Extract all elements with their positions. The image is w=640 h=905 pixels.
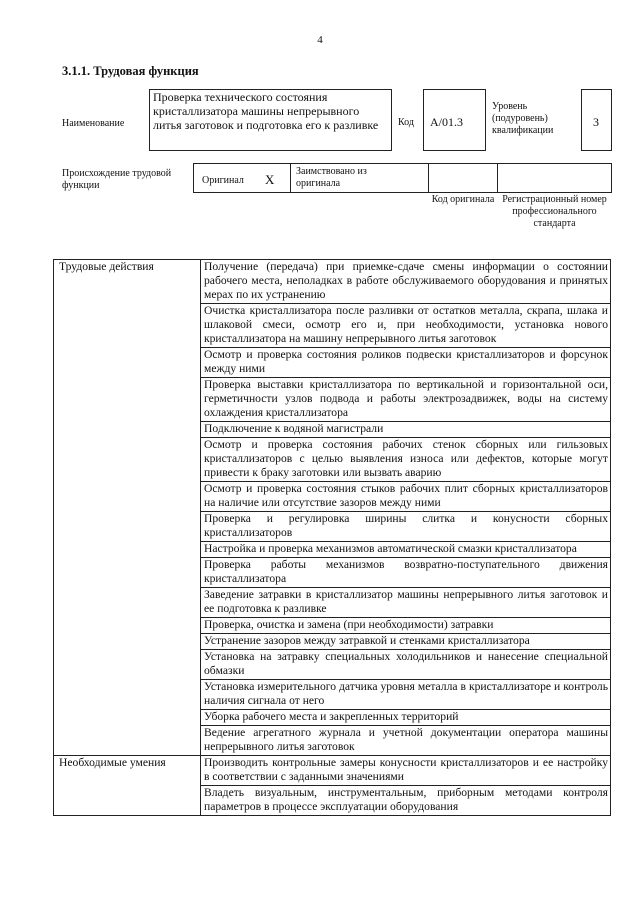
labor-actions-label-cell — [54, 378, 201, 422]
labor-actions-item: Проверка выставки кристаллизатора по вертикальной и горизонтальной оси, герметичности узлов подвода и работы электрозадвижек, воды на систему охлаждения кристаллизатора — [201, 378, 611, 422]
labor-actions-item: Получение (передача) при приемке-сдаче смены информации о состоянии рабочего места, неполадках в работе обслуживаемого оборудования и принятых мерах по их устранению — [201, 260, 611, 304]
labor-actions-item: Проверка, очистка и замена (при необходимости) затравки — [201, 618, 611, 634]
labor-actions-item: Осмотр и проверка состояния роликов подвески кристаллизаторов и форсунок между ними — [201, 348, 611, 378]
borrowed-box — [290, 163, 429, 193]
labor-actions-label-cell — [54, 558, 201, 588]
labor-actions-item: Ведение агрегатного журнала и учетной документации оператора машины непрерывного литья заготовок — [201, 726, 611, 756]
code-value: А/01.3 — [430, 115, 463, 129]
table-row — [54, 260, 611, 304]
name-label: Наименование — [62, 118, 125, 129]
table-row — [54, 438, 611, 482]
labor-function-table — [53, 259, 611, 816]
labor-actions-label-cell — [54, 422, 201, 438]
original-mark: Х — [265, 172, 275, 187]
table-row — [54, 618, 611, 634]
labor-actions-item: Установка измерительного датчика уровня металла в кристаллизаторе и контроль наличия сигнала от него — [201, 680, 611, 710]
labor-actions-item: Уборка рабочего места и закрепленных территорий — [201, 710, 611, 726]
skills-label-cell — [54, 786, 201, 816]
skills-label: Необходимые умения — [54, 756, 201, 786]
labor-actions-item: Установка на затравку специальных холодильников и нанесение специальной обмазки — [201, 650, 611, 680]
origin-label: Происхождение трудовой функции — [62, 168, 172, 191]
table-row — [54, 710, 611, 726]
labor-actions-label-cell — [54, 512, 201, 542]
labor-actions-label-cell — [54, 680, 201, 710]
labor-actions-item: Устранение зазоров между затравкой и стенками кристаллизатора — [201, 634, 611, 650]
table-row — [54, 726, 611, 756]
table-row — [54, 650, 611, 680]
level-label: Уровень (подуровень) квалификации — [492, 101, 554, 136]
code-original-label: Код оригинала — [431, 194, 495, 205]
labor-actions-item: Настройка и проверка механизмов автоматической смазки кристаллизатора — [201, 542, 611, 558]
labor-actions-label-cell — [54, 710, 201, 726]
labor-actions-label-cell — [54, 650, 201, 680]
table-row — [54, 482, 611, 512]
labor-actions-item: Осмотр и проверка состояния стыков рабочих плит сборных кристаллизаторов на наличие или отсутствие зазоров между ними — [201, 482, 611, 512]
table-row — [54, 542, 611, 558]
labor-actions-label-cell — [54, 482, 201, 512]
page-number: 4 — [317, 34, 323, 46]
function-name: Проверка технического состояния кристаллизатора машины непрерывного литья заготовок и подготовка его к разливке — [153, 90, 379, 132]
table-row — [54, 756, 611, 786]
labor-actions-label-cell — [54, 348, 201, 378]
table-row — [54, 378, 611, 422]
labor-actions-label-cell — [54, 438, 201, 482]
function-name-box — [149, 89, 392, 151]
table-row — [54, 680, 611, 710]
table-row — [54, 348, 611, 378]
reg-number-label: Регистрационный номер профессионального стандарта — [502, 194, 607, 229]
level-value: 3 — [593, 115, 599, 129]
labor-actions-label-cell — [54, 634, 201, 650]
labor-actions-label: Трудовые действия — [54, 260, 201, 304]
table-row — [54, 512, 611, 542]
original-label: Оригинал — [202, 175, 244, 186]
labor-actions-item: Осмотр и проверка состояния рабочих стенок сборных или гильзовых кристаллизаторов с целью выявления износа или дефектов, которые могут привести к браку заготовки или вызвать аварию — [201, 438, 611, 482]
labor-actions-item: Проверка работы механизмов возвратно-поступательного движения кристаллизатора — [201, 558, 611, 588]
code-original-box — [428, 163, 498, 193]
original-box — [193, 163, 291, 193]
table-row — [54, 786, 611, 816]
skills-item: Владеть визуальным, инструментальным, приборным методами контроля параметров в процессе эксплуатации оборудования — [201, 786, 611, 816]
labor-actions-item: Проверка и регулировка ширины слитка и конусности сборных кристаллизаторов — [201, 512, 611, 542]
table-row — [54, 634, 611, 650]
labor-actions-label-cell — [54, 618, 201, 634]
section-title: 3.1.1. Трудовая функция — [62, 64, 199, 78]
table-row — [54, 558, 611, 588]
table-row — [54, 422, 611, 438]
code-label: Код — [398, 117, 414, 128]
labor-actions-label-cell — [54, 588, 201, 618]
table-row — [54, 588, 611, 618]
labor-actions-label-cell — [54, 304, 201, 348]
labor-actions-item: Заведение затравки в кристаллизатор машины непрерывного литья заготовок и ее подготовка к разливке — [201, 588, 611, 618]
labor-actions-label-cell — [54, 726, 201, 756]
reg-number-box — [497, 163, 612, 193]
table-row — [54, 304, 611, 348]
code-value-box — [423, 89, 486, 151]
level-value-box — [581, 89, 612, 151]
labor-actions-item: Подключение к водяной магистрали — [201, 422, 611, 438]
borrowed-label: Заимствовано из оригинала — [296, 166, 367, 189]
labor-actions-item: Очистка кристаллизатора после разливки от остатков металла, скрапа, шлака и шлаковой смеси, осмотр его и, при необходимости, установка нового кристаллизатора на машину непрерывного литья заготовок — [201, 304, 611, 348]
skills-item: Производить контрольные замеры конусности кристаллизаторов и ее настройку в соответствии с заданными значениями — [201, 756, 611, 786]
labor-actions-label-cell — [54, 542, 201, 558]
